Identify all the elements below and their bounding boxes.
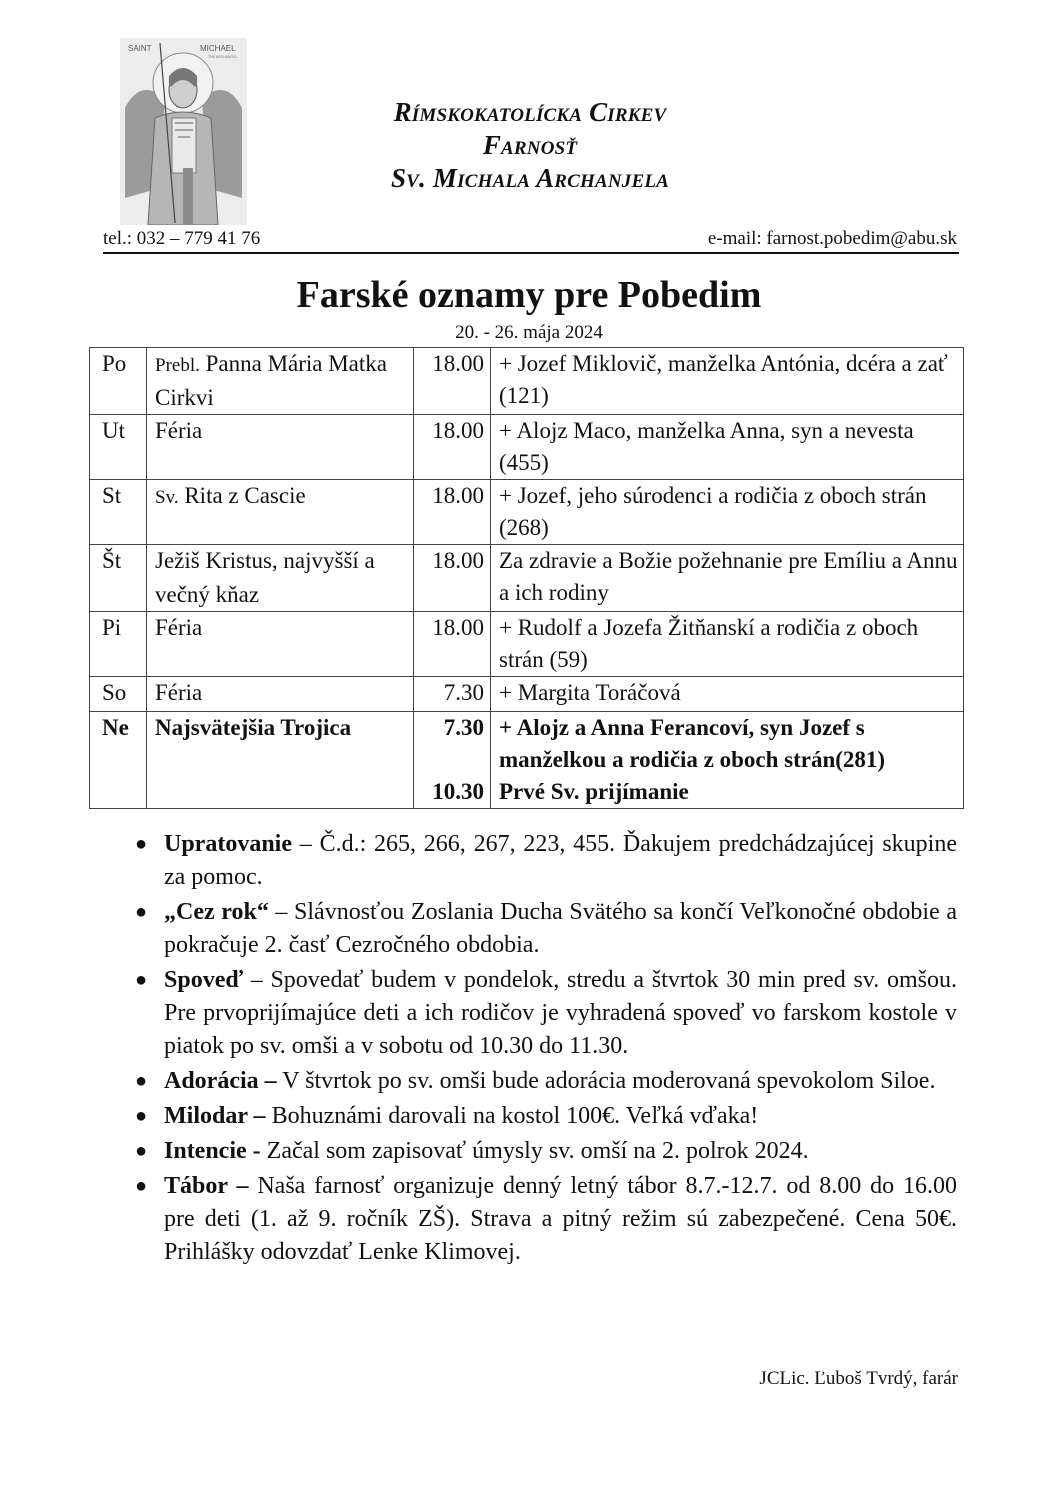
intention-cell — [491, 612, 964, 677]
notice-heading: Spoveď — [164, 967, 243, 993]
feast-name: Panna Mária Matka Cirkvi — [155, 351, 387, 410]
mass-time: 7.30 — [443, 680, 484, 705]
intention-cell — [491, 545, 964, 612]
time-cell — [414, 712, 491, 809]
notice-text: Naša farnosť organizuje denný letný tábor 8.7.-12.7. od 8.00 do 16.00 pre deti (1. až 9. ročník ZŠ). Strava a pitný režim sú zabezpečené. Cena 50€. Prihlášky odovzdať Lenke Klimovej. — [164, 1173, 958, 1265]
page-title: Farské oznamy pre Pobedim — [296, 274, 762, 316]
logo-caption-right: MICHAEL — [200, 44, 236, 53]
notices-list — [135, 828, 957, 1271]
mass-time: 18.00 — [432, 351, 484, 376]
notice-text: Slávnosťou Zoslania Ducha Svätého sa končí Veľkonočné obdobie a pokračuje 2. časť Cezročného obdobia. — [164, 899, 957, 958]
notice-item — [135, 828, 957, 894]
notice-heading: Upratovanie — [164, 831, 292, 857]
bullet-dot-icon: ● — [135, 969, 148, 991]
date-range: 20. - 26. mája 2024 — [455, 322, 603, 343]
saint-michael-icon — [120, 38, 247, 225]
notice-separator: – — [242, 967, 271, 993]
day-cell: St — [90, 480, 147, 545]
phone-number: tel.: 032 – 779 41 76 — [103, 228, 261, 249]
church-name: Rímskokatolícka Cirkev — [393, 97, 667, 127]
time-cell — [414, 545, 491, 612]
notice-text: Začal som zapisovať úmysly sv. omší na 2. polrok 2024. — [266, 1138, 809, 1164]
saint-michael-illustration — [120, 38, 247, 225]
mass-time: 10.30 — [432, 779, 484, 804]
logo-caption-left: SAINT — [128, 44, 152, 53]
schedule-row — [90, 612, 964, 677]
bullet-dot-icon: ● — [135, 1140, 148, 1162]
day-cell: Ut — [90, 415, 147, 480]
feast-name: Féria — [155, 680, 203, 705]
church-header — [300, 96, 760, 195]
notice-item — [135, 964, 957, 1063]
time-cell — [414, 480, 491, 545]
day-cell: Pi — [90, 612, 147, 677]
time-cell — [414, 677, 491, 712]
parish-label: Farnosť — [482, 130, 578, 160]
mass-time: 7.30 — [443, 715, 484, 740]
mass-intention: + Rudolf a Jozefa Žitňanskí a rodičia z oboch strán (59) — [499, 615, 919, 672]
bullet-dot-icon: ● — [135, 833, 148, 855]
schedule-row — [90, 545, 964, 612]
notice-text: Spovedať budem v pondelok, stredu a štvrtok 30 min pred sv. omšou. Pre prvoprijímajúce deti a ich rodičov je vyhradená spoveď vo farskom kostole v piatok po sv. omši a v sobotu od 10.30 do 11.30. — [164, 967, 957, 1059]
feast-prefix: Sv. — [155, 487, 179, 508]
feast-name: Féria — [155, 615, 203, 640]
day-cell: Po — [90, 348, 147, 415]
intention-cell — [491, 480, 964, 545]
notice-text: V štvrtok po sv. omši bude adorácia moderovaná spevokolom Siloe. — [282, 1068, 936, 1094]
mass-intention: + Jozef Miklovič, manželka Antónia, dcéra a zať (121) — [499, 351, 948, 408]
notice-item — [135, 896, 957, 962]
signature: JCLic. Ľuboš Tvrdý, farár — [759, 1368, 958, 1389]
mass-time: 18.00 — [432, 615, 484, 640]
schedule-row — [90, 480, 964, 545]
bullet-dot-icon: ● — [135, 1175, 148, 1197]
intention-cell — [491, 415, 964, 480]
email-address[interactable]: e-mail: farnost.pobedim@abu.sk — [707, 228, 957, 249]
logo-subcaption: THE ARCHANGEL — [208, 55, 238, 59]
mass-intention: + Jozef, jeho súrodenci a rodičia z oboch strán (268) — [499, 483, 927, 540]
bullet-dot-icon: ● — [135, 1105, 148, 1127]
mass-time: 18.00 — [432, 418, 484, 443]
notice-separator — [248, 1173, 257, 1199]
intention-cell — [491, 348, 964, 415]
mass-intention: + Margita Toráčová — [499, 680, 681, 705]
feast-name: Najsvätejšia Trojica — [155, 715, 352, 740]
notice-item — [135, 1100, 957, 1133]
feast-cell — [147, 612, 414, 677]
mass-intention: + Alojz Maco, manželka Anna, syn a nevesta (455) — [499, 418, 914, 475]
notice-item — [135, 1065, 957, 1098]
mass-intention: Za zdravie a Božie požehnanie pre Emíliu a Annu a ich rodiny — [499, 548, 958, 605]
time-cell — [414, 612, 491, 677]
schedule-row — [90, 712, 964, 809]
mass-intention: Prvé Sv. prijímanie — [499, 779, 689, 804]
feast-cell — [147, 545, 414, 612]
feast-prefix: Prebl. — [155, 355, 200, 376]
feast-cell — [147, 415, 414, 480]
notice-item — [135, 1170, 957, 1269]
day-cell: Št — [90, 545, 147, 612]
contact-bar — [103, 226, 959, 254]
notice-heading: Milodar – — [164, 1103, 266, 1129]
feast-cell — [147, 712, 414, 809]
mass-schedule-table — [89, 347, 964, 809]
feast-name: Ježiš Kristus, najvyšší a večný kňaz — [155, 548, 375, 607]
notice-item — [135, 1135, 957, 1168]
feast-name: Rita z Cascie — [178, 483, 306, 508]
notice-heading: Adorácia – — [164, 1068, 277, 1094]
schedule-row — [90, 677, 964, 712]
notice-heading: Intencie - — [164, 1138, 261, 1164]
intention-cell — [491, 677, 964, 712]
notice-separator: – — [292, 831, 320, 857]
parish-name: Sv. Michala Archanjela — [390, 163, 670, 193]
day-cell: Ne — [90, 712, 147, 809]
notice-heading: Tábor – — [164, 1173, 249, 1199]
schedule-row — [90, 348, 964, 415]
notice-heading: „Cez rok“ — [164, 899, 269, 925]
schedule-row — [90, 415, 964, 480]
feast-cell — [147, 677, 414, 712]
bullet-dot-icon: ● — [135, 1070, 148, 1092]
time-cell — [414, 415, 491, 480]
feast-cell — [147, 348, 414, 415]
notice-text: Č.d.: 265, 266, 267, 223, 455. Ďakujem predchádzajúcej skupine za pomoc. — [164, 831, 958, 890]
mass-time: 18.00 — [432, 548, 484, 573]
mass-intention: + Alojz a Anna Ferancoví, syn Jozef s manželkou a rodičia z oboch strán(281) — [499, 715, 886, 772]
mass-time: 18.00 — [432, 483, 484, 508]
feast-name: Féria — [155, 418, 203, 443]
notice-separator: – — [268, 899, 295, 925]
day-cell: So — [90, 677, 147, 712]
time-cell — [414, 348, 491, 415]
intention-cell — [491, 712, 964, 809]
feast-cell — [147, 480, 414, 545]
notice-text: Bohuznámi darovali na kostol 100€. Veľká vďaka! — [271, 1103, 759, 1129]
bullet-dot-icon: ● — [135, 901, 148, 923]
